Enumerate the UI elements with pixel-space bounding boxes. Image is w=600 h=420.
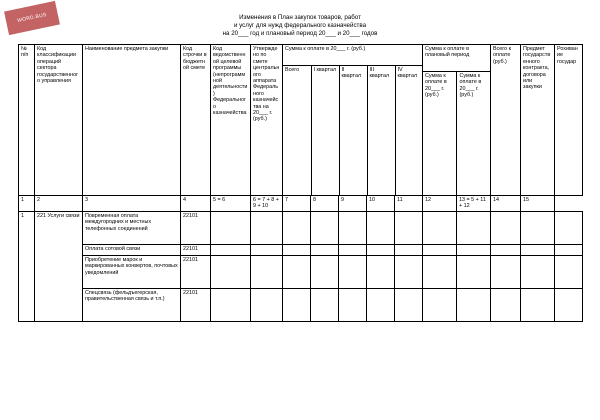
row-q4: [395, 288, 423, 321]
header-cell-kosgu-code: Код классификации операций сектора государственного управления: [35, 45, 83, 196]
row-q3: [367, 255, 395, 288]
header-cell-grand-total: Всего к оплате (руб.): [490, 45, 520, 196]
row-subject: Спецсвязь (фельдъегерская, правительственная связь и т.п.): [83, 288, 181, 321]
header-current-year-total: Всего: [283, 66, 311, 196]
header-cell-budget-line-code: Код строчки в бюджетной смете: [181, 45, 211, 196]
header-cell-program-code: Код ведомственной целевой программы (непрограммной деятельности) Федерального казначейства: [211, 45, 251, 196]
row-plan-2: [456, 288, 490, 321]
header-planning-period-title: Сумма к оплате в плановый период: [423, 45, 491, 72]
row-total: [283, 244, 311, 255]
row-q2: [339, 288, 367, 321]
colnum-5: 5 = 6: [211, 196, 251, 212]
title-line-1: Изменения в План закупок товаров, работ: [239, 14, 361, 21]
header-current-year-title: Сумма к оплате в 20___ г. (руб.): [283, 45, 423, 66]
table-row: [19, 244, 583, 255]
colnum-15: 15: [520, 196, 554, 212]
colnum-9: 9: [339, 196, 367, 212]
watermark: WORD.BUS: [4, 1, 60, 35]
row-plan-2: [456, 244, 490, 255]
row-grand-total: [490, 244, 520, 255]
row-contract-signing: [554, 255, 582, 288]
header-q2: II квартал: [339, 66, 367, 196]
row-plan-1: [422, 244, 456, 255]
row-budget-line: 22101: [181, 255, 211, 288]
colnum-13: 13 = 5 + 11 + 12: [456, 196, 490, 212]
row-contract-signing: [554, 288, 582, 321]
row-contract-subject: [520, 288, 554, 321]
row-budget-line: 22101: [181, 244, 211, 255]
row-approved: [251, 211, 283, 244]
row-approved: [251, 255, 283, 288]
row-kosgu-code: 221 Услуги связи: [35, 211, 83, 321]
row-q1: [311, 255, 339, 288]
row-q2: [339, 255, 367, 288]
row-q4: [395, 211, 423, 244]
row-q2: [339, 211, 367, 244]
row-subject: Приобретение марок и маркированных конвертов, почтовых уведомлений: [83, 255, 181, 288]
row-q4: [395, 244, 423, 255]
row-program-code: [211, 211, 251, 244]
row-program-code: [211, 255, 251, 288]
row-q2: [339, 244, 367, 255]
row-program-code: [211, 244, 251, 255]
colnum-10: 10: [367, 196, 395, 212]
colnum-1: 1: [19, 196, 35, 212]
row-plan-1: [422, 288, 456, 321]
row-q1: [311, 244, 339, 255]
row-approved: [251, 244, 283, 255]
row-grand-total: [490, 255, 520, 288]
column-number-row: [19, 196, 583, 212]
row-approved: [251, 288, 283, 321]
colnum-12: 12: [422, 196, 456, 212]
row-plan-1: [422, 211, 456, 244]
row-program-code: [211, 288, 251, 321]
row-total: [283, 288, 311, 321]
header-cell-current-year-group: [283, 45, 423, 196]
header-cell-number: № п/п: [19, 45, 35, 196]
header-plan-year-1: Сумма к оплате в 20___ г. (руб.): [423, 72, 457, 196]
table-row: [19, 211, 583, 244]
colnum-7: 7: [283, 196, 311, 212]
procurement-plan-table: [18, 44, 583, 322]
table-row: [19, 288, 583, 321]
table-header-row: [19, 45, 583, 196]
row-q4: [395, 255, 423, 288]
document-title: [0, 14, 600, 39]
title-line-3: на 20___ год и плановый период 20___ и 20___ годов: [222, 30, 378, 38]
colnum-8: 8: [311, 196, 339, 212]
row-subject: Повременная оплата междугородних и местных телефонных соединений: [83, 211, 181, 244]
row-number: 1: [19, 211, 35, 321]
row-budget-line: 22101: [181, 211, 211, 244]
row-q1: [311, 211, 339, 244]
row-contract-signing: [554, 244, 582, 255]
colnum-11: 11: [395, 196, 423, 212]
row-budget-line: 22101: [181, 288, 211, 321]
header-q3: III квартал: [367, 66, 395, 196]
row-plan-1: [422, 255, 456, 288]
row-grand-total: [490, 211, 520, 244]
row-q3: [367, 244, 395, 255]
row-subject: Оплата сотовой связи: [83, 244, 181, 255]
header-plan-year-2: Сумма к оплате в 20___ г. (руб.): [459, 73, 482, 99]
row-contract-subject: [520, 244, 554, 255]
row-contract-subject: [520, 211, 554, 244]
row-contract-signing: [554, 211, 582, 244]
colnum-14: 14: [490, 196, 520, 212]
row-grand-total: [490, 288, 520, 321]
row-plan-2: [456, 255, 490, 288]
header-q4: IV квартал: [397, 67, 418, 80]
row-plan-2: [456, 211, 490, 244]
row-q3: [367, 211, 395, 244]
colnum-3: 3: [83, 196, 181, 212]
row-q1: [311, 288, 339, 321]
colnum-2: 2: [35, 196, 83, 212]
row-total: [283, 211, 311, 244]
header-cell-contract-signing: Рохивание государ: [554, 45, 582, 196]
header-cell-subject-name: Наименование предмета закупки: [83, 45, 181, 196]
row-contract-subject: [520, 255, 554, 288]
header-q1: I квартал: [311, 66, 339, 196]
header-cell-contract-subject: Предмет государственного контракта, договора или закупки: [520, 45, 554, 196]
table-row: [19, 255, 583, 288]
header-cell-approved-amount: Утверждено по смете центрального аппарата Федерального казначейства на 20___ г. (руб.): [251, 45, 283, 196]
row-q3: [367, 288, 395, 321]
colnum-4: 4: [181, 196, 211, 212]
title-line-2: и услуг для нужд федерального казначейства: [233, 22, 367, 30]
row-total: [283, 255, 311, 288]
colnum-6: 6 = 7 + 8 + 9 + 10: [251, 196, 283, 212]
header-cell-planning-period-group: [422, 45, 490, 196]
